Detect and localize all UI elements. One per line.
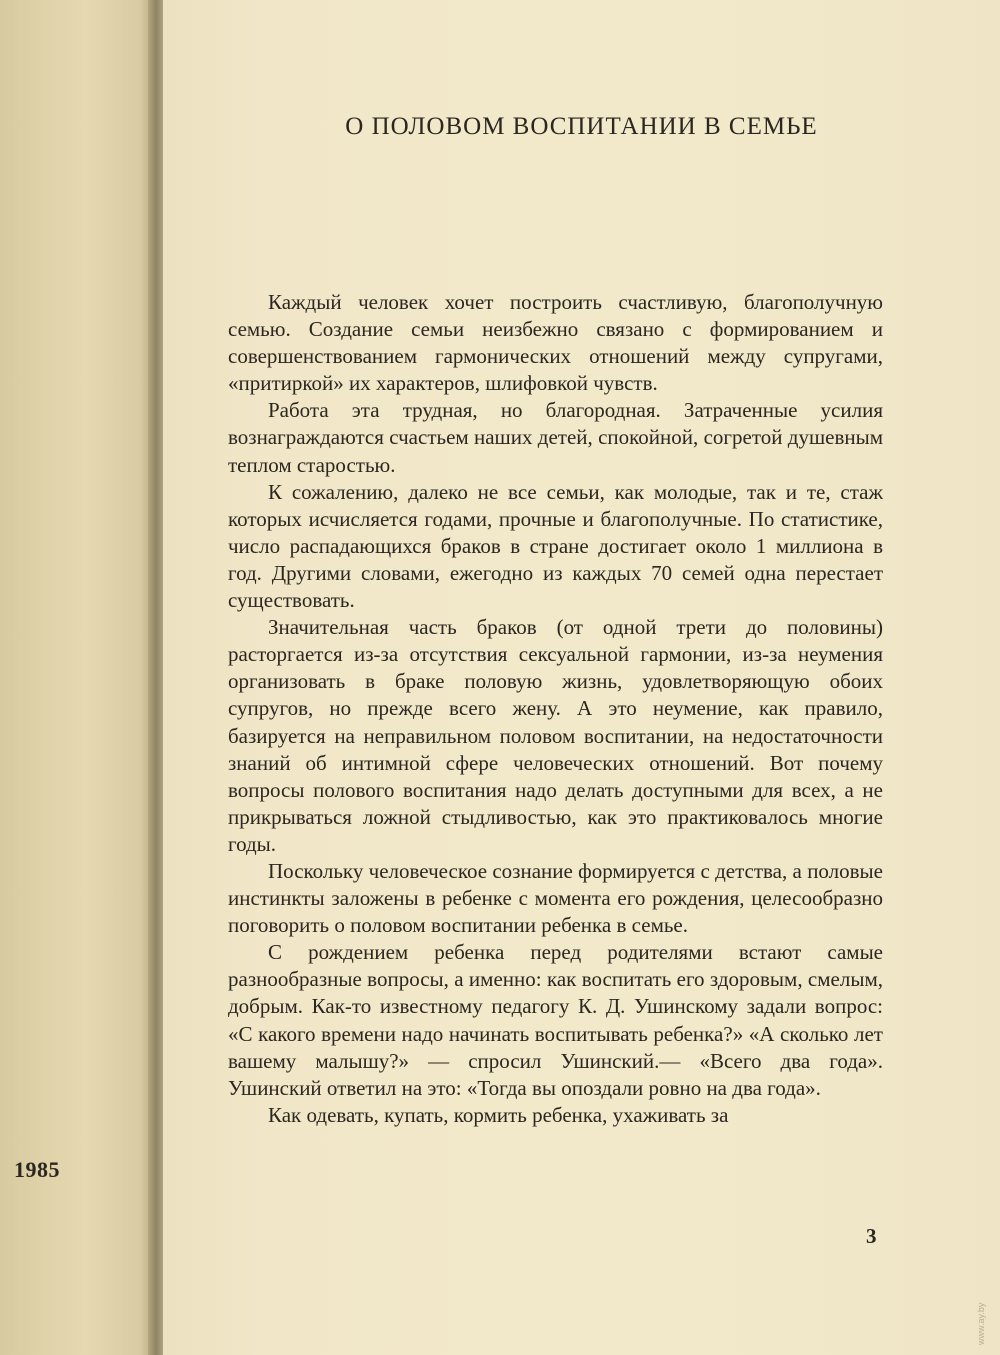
page-number: 3 (866, 1224, 877, 1248)
paragraph: Как одевать, купать, кормить ребенка, ухаживать за (268, 1102, 729, 1127)
chapter-title: О ПОЛОВОМ ВОСПИТАНИИ В СЕМЬЕ (345, 113, 818, 140)
left-page (0, 0, 155, 1355)
paragraph: Значительная часть браков (от одной трети до половины) расторгается из-за отсутствия сексуальной гармонии, из-за неумения организовать в браке половую жизнь, удовлетворяющую обоих супругов, но прежде всего жену. А это неумение, как правило, базируется на неправильном половом воспитании, на недостаточности знаний об интимной сфере человеческих отношений. Вот почему вопросы полового воспитания надо делать доступными для всех, а не прикрываться ложной стыдливостью, как это практиковалось многие годы. (228, 615, 883, 856)
paragraph: С рождением ребенка перед родителями встают самые разнообразные вопросы, а именно: как воспитать его здоровым, смелым, добрым. Как-то известному педагогу К. Д. Ушинскому задали вопрос: «С какого времени надо начинать воспитывать ребенка?» «А сколько лет вашему малышу?» — спросил Ушинский.— «Всего два года». Ушинский ответил на это: «Тогда вы опоздали ровно на два года». (228, 940, 883, 1100)
paragraph: К сожалению, далеко не все семьи, как молодые, так и те, стаж которых исчисляется годами, прочные и благополучные. По статистике, число распадающихся браков в стране достигает около 1 миллиона в год. Другими словами, ежегодно из каждых 70 семей одна перестает существовать. (228, 479, 883, 613)
paragraph: Каждый человек хочет построить счастливую, благополучную семью. Создание семьи неизбежно связано с формированием и совершенствованием гармонических отношений между супругами, «притиркой» их характеров, шлифовкой чувств. (228, 290, 883, 396)
paragraph: Работа эта трудная, но благородная. Затраченные усилия вознаграждаются счастьем наших детей, спокойной, согретой душевным теплом старостью. (228, 398, 883, 477)
paragraph: Поскольку человеческое сознание формируется с детства, а половые инстинкты заложены в ребенке с момента его рождения, целесообразно поговорить о половом воспитании ребенка в семье. (228, 858, 883, 938)
body-text (228, 289, 883, 1129)
watermark: www.ay.by (976, 1302, 986, 1345)
left-page-year: 1985 (14, 1157, 60, 1182)
